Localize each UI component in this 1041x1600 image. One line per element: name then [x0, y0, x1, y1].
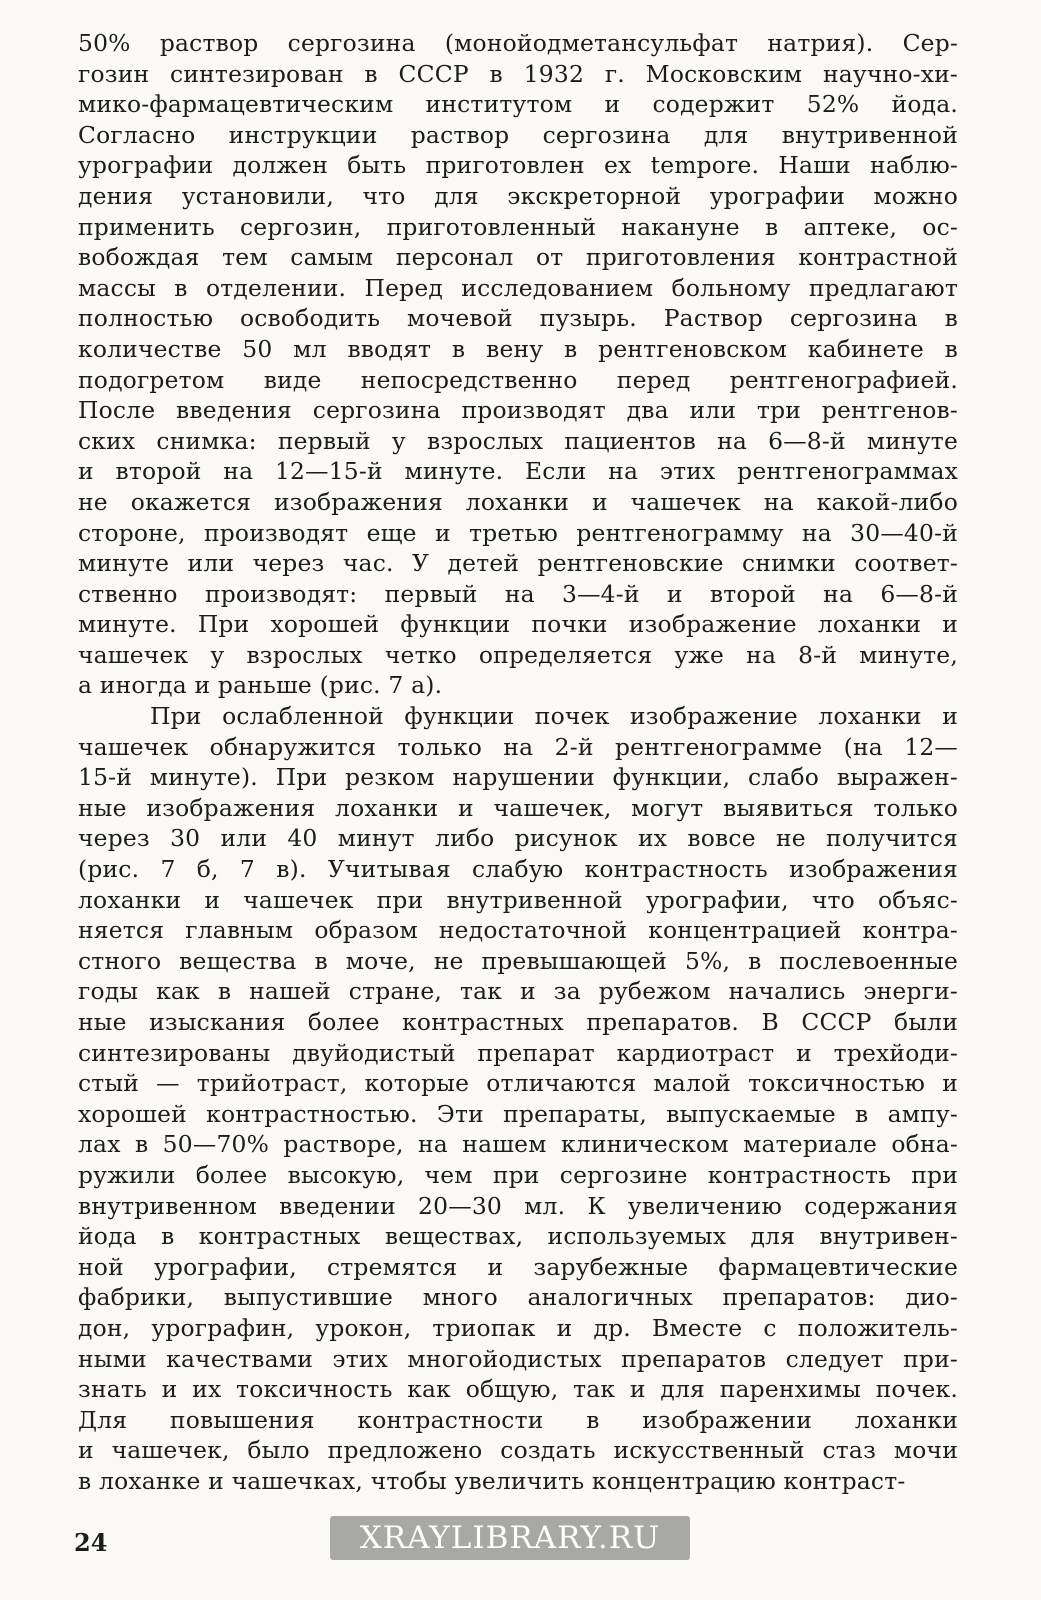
text-line: дения установили, что для экскреторной урографии можно	[78, 181, 958, 210]
body-text	[78, 28, 958, 1497]
text-line: Согласно инструкции раствор сергозина для внутривенной	[78, 120, 958, 149]
text-line: в лоханке и чашечках, чтобы увеличить концентрацию контраст-	[78, 1466, 906, 1495]
text-line: ственно производят: первый на 3—4-й и второй на 6—8-й	[78, 579, 958, 608]
text-line: ные изображения лоханки и чашечек, могут выявиться только	[78, 793, 958, 822]
text-line: синтезированы двуйодистый препарат кардиотраст и трехйоди-	[78, 1038, 958, 1067]
text-line: массы в отделении. Перед исследованием больному предлагают	[78, 273, 958, 302]
text-line: годы как в нашей стране, так и за рубежом начались энерги-	[78, 977, 958, 1006]
text-line: через 30 или 40 минут либо рисунок их вовсе не получится	[78, 824, 958, 853]
text-line: чашечек обнаружится только на 2-й рентгенограмме (на 12—	[78, 732, 958, 761]
text-line: 15-й минуте). При резком нарушении функции, слабо выражен-	[78, 763, 958, 792]
text-line: ные изыскания более контрастных препаратов. В СССР были	[78, 1008, 958, 1036]
text-line: не окажется изображения лоханки и чашечек на какой-либо	[78, 487, 958, 516]
text-line: лах в 50—70% растворе, на нашем клиническом материале обна-	[78, 1130, 958, 1159]
watermark-banner	[330, 1516, 690, 1560]
text-line: ной урографии, стремятся и зарубежные фармацевтические	[78, 1252, 958, 1281]
text-line: хорошей контрастностью. Эти препараты, выпускаемые в ампу-	[78, 1099, 958, 1128]
text-line: стного вещества в моче, не превышающей 5%, в послевоенные	[78, 946, 958, 975]
text-line: и чашечек, было предложено создать искусственный стаз мочи	[78, 1436, 958, 1465]
text-line: знать и их токсичность как общую, так и для паренхимы почек.	[78, 1375, 958, 1404]
text-line: минуте или через час. У детей рентгеновские снимки соответ-	[78, 549, 958, 578]
text-line: После введения сергозина производят два или три рентгенов-	[78, 396, 958, 425]
text-line: дон, урографин, урокон, триопак и др. Вместе с положитель-	[78, 1313, 958, 1342]
text-line: урографии должен быть приготовлен ex tempore. Наши наблю-	[78, 151, 958, 180]
text-line: йода в контрастных веществах, используемых для внутривен-	[78, 1222, 958, 1251]
text-line: ружили более высокую, чем при сергозине контрастность при	[78, 1160, 958, 1189]
text-line: полностью освободить мочевой пузырь. Раствор сергозина в	[78, 304, 958, 333]
text-line: стороне, производят еще и третью рентгенограмму на 30—40-й	[78, 518, 958, 547]
text-line: а иногда и раньше (рис. 7 а).	[78, 671, 443, 700]
text-line: фабрики, выпустившие много аналогичных препаратов: дио-	[78, 1283, 958, 1312]
text-line: применить сергозин, приготовленный накануне в аптеке, ос-	[78, 212, 958, 241]
text-line: минуте. При хорошей функции почки изображение лоханки и	[78, 610, 958, 639]
text-line: внутривенном введении 20—30 мл. К увеличению содержания	[78, 1191, 958, 1220]
watermark-text: XRAYLIBRARY.RU	[359, 1520, 661, 1556]
text-line: ными качествами этих многойодистых препаратов следует при-	[78, 1344, 958, 1373]
text-line: При ослабленной функции почек изображение лоханки и	[150, 702, 958, 731]
page-number: 24	[74, 1528, 108, 1557]
text-line: няется главным образом недостаточной концентрацией контра-	[78, 916, 958, 945]
text-line: чашечек у взрослых четко определяется уже на 8-й минуте,	[78, 640, 958, 669]
text-line: стый — трийотраст, которые отличаются малой токсичностью и	[78, 1069, 958, 1098]
text-line: вобождая тем самым персонал от приготовления контрастной	[78, 243, 958, 272]
text-line: 50% раствор сергозина (монойодметансульфат натрия). Сер-	[78, 29, 958, 57]
text-line: мико-фармацевтическим институтом и содержит 52% йода.	[78, 90, 958, 119]
text-line: и второй на 12—15-й минуте. Если на этих рентгенограммах	[78, 457, 958, 486]
text-line: Для повышения контрастности в изображении лоханки	[78, 1405, 958, 1434]
text-line: ских снимка: первый у взрослых пациентов на 6—8-й минуте	[78, 426, 958, 455]
text-line: гозин синтезирован в СССР в 1932 г. Московским научно-хи-	[78, 59, 958, 88]
text-line: подогретом виде непосредственно перед рентгенографией.	[78, 365, 958, 394]
text-line: (рис. 7 б, 7 в). Учитывая слабую контрастность изображения	[78, 855, 958, 884]
text-line: количестве 50 мл вводят в вену в рентгеновском кабинете в	[78, 334, 958, 363]
text-line: лоханки и чашечек при внутривенной урографии, что объяс-	[78, 885, 958, 914]
